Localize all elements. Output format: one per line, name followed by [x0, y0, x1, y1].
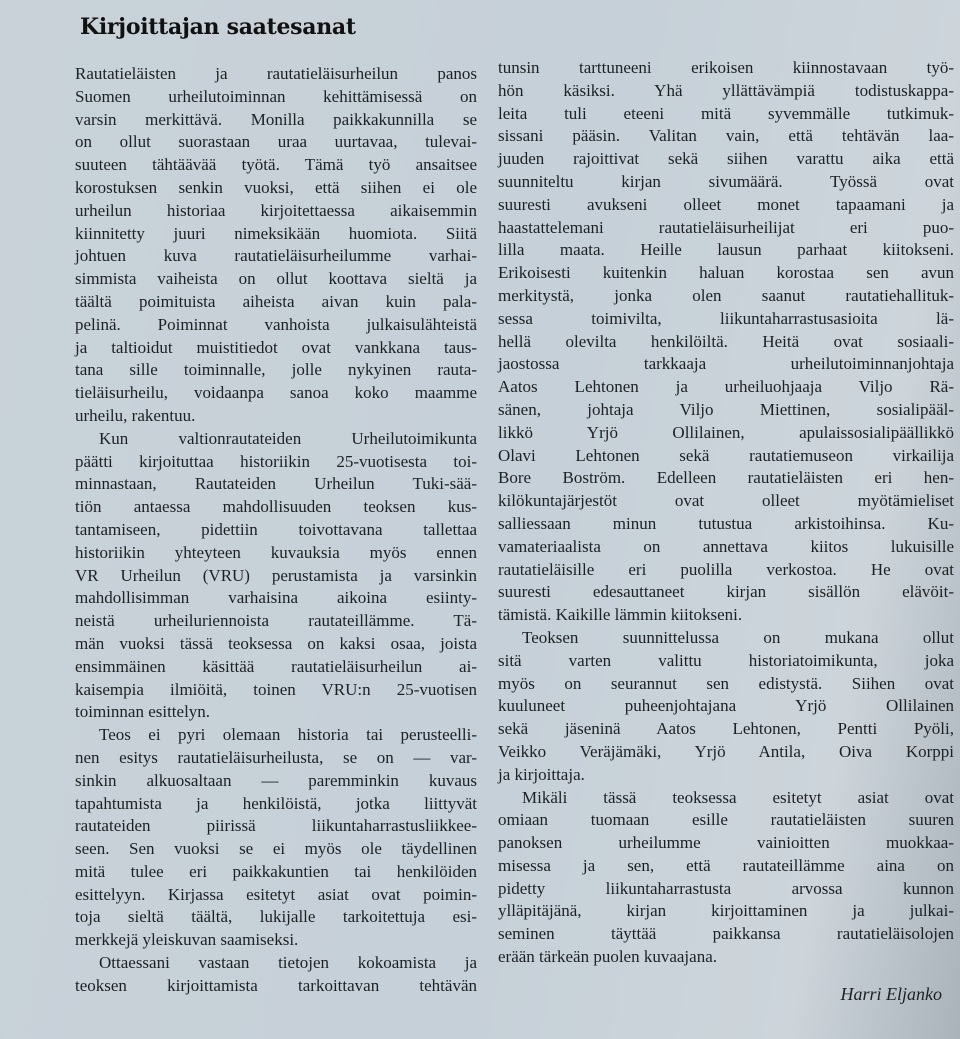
text-line: Kun valtionrautateiden Urheilutoimikunta: [99, 428, 477, 448]
text-line: merkkejä yleiskuvan saamiseksi.: [75, 930, 299, 950]
text-line: Olavi Lehtonen sekä rautatiemuseon virkailija: [498, 445, 954, 465]
text-line: erään tärkeän puolen kuvaajana.: [498, 947, 717, 967]
text-line: päätti kirjoituttaa historiikin 25-vuotisesta toi-: [75, 451, 477, 471]
paragraph: [75, 63, 477, 428]
text-line: lilla maata. Heille lausun parhaat kiitokseni.: [498, 240, 954, 260]
text-line: kaisempia ilmiöitä, toinen VRU:n 25-vuotisen: [75, 679, 477, 699]
text-line: seminen täyttää paikkansa rautatieläisolojen: [498, 924, 954, 944]
text-line: toiminnan esittelyn.: [75, 702, 211, 722]
text-line: urheilu, rakentuu.: [75, 405, 196, 425]
text-line: seen. Sen vuoksi se ei myös ole täydellinen: [75, 839, 477, 859]
text-line: merkitystä, jonka olen saanut rautatiehallituk-: [498, 285, 954, 305]
paragraph: [75, 428, 477, 724]
text-line: sinkin alkuosaltaan — paremminkin kuvaus: [75, 770, 477, 790]
text-line: on ollut suorastaan uraa uurtavaa, tulevai-: [75, 132, 477, 152]
text-line: misessa ja sen, että rautateillämme aina on: [498, 855, 954, 875]
text-line: Ottaessani vastaan tietojen kokoamista ja: [99, 953, 477, 973]
text-line: johtuen kuva rautatieläisurheilumme varhai-: [75, 246, 477, 266]
text-line: esittelyyn. Kirjassa esitetyt asiat ovat poimin-: [75, 884, 477, 904]
text-line: ja kirjoittaja.: [498, 764, 585, 784]
text-line: ylläpitäjänä, kirjan kirjoittaminen ja julkai-: [498, 901, 954, 921]
text-line: rautatieläisille eri puolilla verkostoa. He ovat: [498, 559, 954, 579]
paragraph: [498, 787, 954, 969]
left-column: [75, 63, 477, 998]
text-line: Veikko Veräjämäki, Yrjö Antila, Oiva Korppi: [498, 741, 954, 761]
text-line: likkö Yrjö Ollilainen, apulaissosialipäällikkö: [498, 422, 954, 442]
text-line: Mikäli tässä teoksessa esitetyt asiat ovat: [522, 787, 954, 807]
text-line: sekä jäseninä Aatos Lehtonen, Pentti Pyöli,: [498, 719, 954, 739]
text-line: salliessaan minun tutustua arkistoihinsa. Ku-: [498, 513, 954, 533]
text-line: kilökuntajärjestöt ovat olleet myötämieliset: [498, 491, 954, 511]
text-line: Teoksen suunnittelussa on mukana ollut: [522, 627, 954, 647]
text-line: teoksen kirjoittamista tarkoittavan tehtävän: [75, 975, 477, 995]
page-title: Kirjoittajan saatesanat: [80, 14, 356, 40]
text-line: tunsin tarttuneeni erikoisen kiinnostavaan työ-: [498, 58, 954, 77]
text-line: haastattelemani rautatieläisurheilijat eri puo-: [498, 217, 954, 237]
text-line: hellä olevilta henkilöiltä. Heitä ovat sosiaali-: [498, 331, 954, 351]
text-line: ensimmäinen käsittää rautatieläisurheilun ai-: [75, 656, 477, 676]
text-line: urheilun historiaa kirjoitettaessa aikaisemmin: [75, 200, 477, 220]
text-line: omiaan tuomaan esille rautatieläisten suuren: [498, 810, 954, 830]
text-line: suuteen tähtäävää työtä. Tämä työ ansaitsee: [75, 155, 477, 175]
text-line: minnastaan, Rautateiden Urheilun Tuki-sää-: [75, 474, 477, 494]
paragraph: [498, 57, 954, 627]
text-line: tämistä. Kaikille lämmin kiitokseni.: [498, 605, 743, 625]
text-line: jaostossa tarkkaaja urheilutoiminnanjohtaja: [498, 354, 954, 374]
text-line: suuresti avukseni olleet monet tapaamani ja: [498, 194, 954, 214]
text-line: nen esitys rautatieläisurheilusta, se on — var-: [75, 747, 477, 767]
text-line: Erikoisesti kuitenkin haluan korostaa sen avun: [498, 263, 954, 283]
text-line: täältä poimituista aiheista aivan kuin pala-: [75, 291, 477, 311]
text-line: pidetty liikuntaharrastusta arvossa kunnon: [498, 878, 954, 898]
text-line: tiön antaessa mahdollisuuden teoksen kus-: [75, 497, 477, 517]
text-line: mahdollisimman varhaisina aikoina esiinty-: [75, 588, 477, 608]
paragraph: [75, 952, 477, 998]
text-line: tapahtumista ja henkilöistä, jotka liittyvät: [75, 793, 477, 813]
text-line: pelinä. Poiminnat vanhoista julkaisulähteistä: [75, 314, 477, 334]
text-line: korostuksen senkin vuoksi, että siihen ei ole: [75, 177, 477, 197]
text-line: mitä tulee eri paikkakuntien tai henkilöiden: [75, 861, 477, 881]
text-line: leita tuli eteeni mitä syvemmälle tutkimuk-: [498, 103, 954, 123]
text-line: Suomen urheilutoiminnan kehittämisessä on: [75, 86, 477, 106]
text-line: juuden rajoittivat sekä siihen varattu aika että: [498, 149, 954, 169]
text-line: ja taltioidut muistitiedot ovat vankkana taus-: [75, 337, 477, 357]
text-line: rautateiden piirissä liikuntaharrastusliikkee-: [75, 816, 477, 836]
text-line: kuuluneet puheenjohtajana Yrjö Ollilainen: [498, 696, 954, 716]
text-line: män vuoksi tässä teoksessa on kaksi osaa, joista: [75, 633, 477, 653]
text-line: suuresti edesauttaneet kirjan sisällön elävöit-: [498, 582, 954, 602]
text-line: sänen, johtaja Viljo Miettinen, sosialipääl-: [498, 399, 954, 419]
text-line: Bore Boström. Edelleen rautatieläisten eri hen-: [498, 468, 954, 488]
paragraph: [75, 724, 477, 952]
text-line: varsin merkittävä. Monilla paikkakunnilla se: [75, 109, 477, 129]
text-line: historiikin yhteyteen kuvauksia myös ennen: [75, 542, 477, 562]
paragraph: [498, 627, 954, 787]
text-line: tana sille toiminnalle, jolle nykyinen rauta-: [75, 360, 477, 380]
text-line: tieläisurheilu, voidaanpa sanoa koko maamme: [75, 383, 477, 403]
text-line: Teos ei pyri olemaan historia tai perusteelli-: [99, 725, 477, 745]
text-line: sitä varten valittu historiatoimikunta, joka: [498, 650, 954, 670]
right-column: [498, 57, 954, 969]
text-line: Aatos Lehtonen ja urheiluohjaaja Viljo Rä-: [498, 377, 954, 397]
text-line: Rautatieläisten ja rautatieläisurheilun panos: [75, 64, 477, 83]
author-signature: Harri Eljanko: [840, 984, 942, 1004]
text-line: hön käsiksi. Yhä yllättävämpiä todistuskappa-: [498, 80, 954, 100]
text-line: suunniteltu kirjan sivumäärä. Työssä ovat: [498, 171, 954, 191]
text-line: kiinnitetty juuri nimeksikään huomiota. Siitä: [75, 223, 477, 243]
text-line: sessa toimivilta, liikuntaharrastusasioita lä-: [498, 308, 954, 328]
text-line: simmista vaiheista on ollut koottava sieltä ja: [75, 269, 477, 289]
text-line: toja sieltä täältä, lukijalle tarkoitettuja esi-: [75, 907, 477, 927]
text-line: sissani pääsin. Valitan vain, että tehtävän laa-: [498, 126, 954, 146]
text-line: VR Urheilun (VRU) perustamista ja varsinkin: [75, 565, 477, 585]
text-line: vamateriaalista on annettava kiitos lukuisille: [498, 536, 954, 556]
text-line: tantamiseen, pidettiin toivottavana tallettaa: [75, 519, 477, 539]
text-line: panoksen urheilumme vainioitten muokkaa-: [498, 833, 954, 853]
text-line: myös on seurannut sen edistystä. Siihen ovat: [498, 673, 954, 693]
text-line: neistä urheiluriennoista rautateillämme. Tä-: [75, 611, 477, 631]
